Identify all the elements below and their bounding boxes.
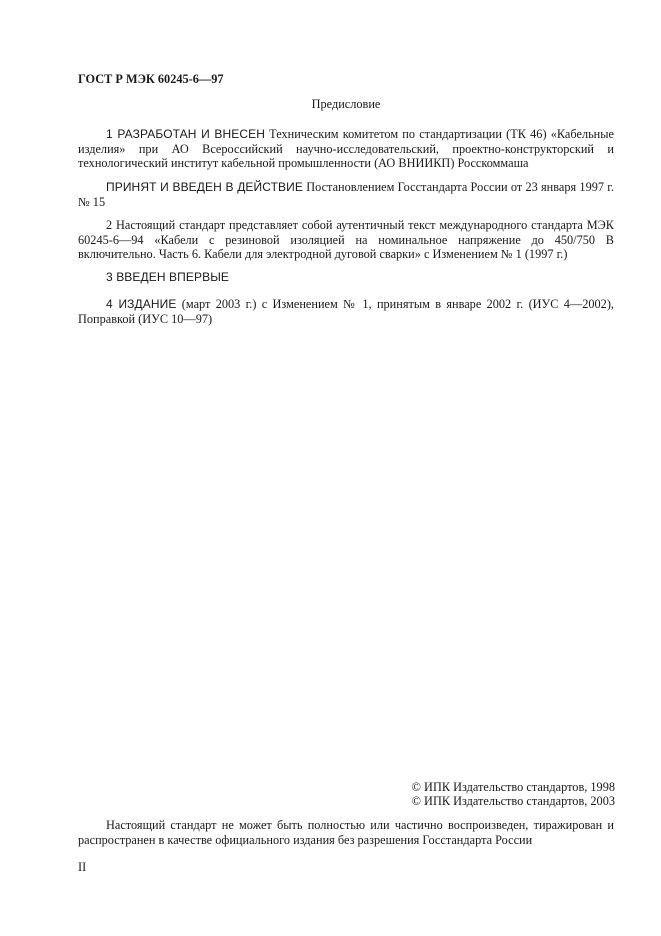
paragraph-lead: 3 ВВЕДЕН ВПЕРВЫЕ (106, 270, 230, 284)
paragraph-text: Постановлением Госстандарта России от 23 января 1997 г. № 15 (78, 180, 614, 209)
paragraph-text: 2 Настоящий стандарт представляет собой аутентичный текст международного стандарта МЭК 60245-6—94 «Кабели с резиновой изоляцией на номинальное напряжение до 450/750 В включительно. Часть 6. Кабели для электродной дуговой сварки» с Изменением № 1 (1997 г.) (78, 218, 614, 262)
paragraph-authentic-text (78, 218, 614, 262)
paragraph-lead: 4 ИЗДАНИЕ (106, 297, 177, 311)
page-title: Предисловие (311, 97, 381, 111)
copyright-1998: © ИПК Издательство стандартов, 1998 (411, 780, 615, 794)
paragraph-lead: 1 РАЗРАБОТАН И ВНЕСЕН (106, 127, 265, 141)
paragraph-introduced-first (78, 270, 614, 285)
paragraph-edition (78, 297, 614, 326)
paragraph-adopted (78, 180, 614, 209)
paragraph-developed (78, 127, 614, 171)
paragraph-text: Техническим комитетом по стандартизации (ТК 46) «Кабельные изделия» при АО Всероссийский научно-исследовательский, проектно-конструкторский и технологический институт кабельной промышленности (АО ВНИИКП) Росскоммаша (78, 127, 614, 171)
page-number: II (78, 860, 87, 874)
paragraph-text: (март 2003 г.) с Изменением № 1, принятым в январе 2002 г. (ИУС 4—2002), Поправкой (ИУС 10—97) (78, 297, 614, 326)
reproduction-notice: Настоящий стандарт не может быть полностью или частично воспроизведен, тиражирован и распространен в качестве официального издания без разрешения Госстандарта России (78, 818, 614, 847)
paragraph-lead: ПРИНЯТ И ВВЕДЕН В ДЕЙСТВИЕ (106, 180, 303, 194)
copyright-2003: © ИПК Издательство стандартов, 2003 (411, 794, 615, 808)
document-code: ГОСТ Р МЭК 60245-6—97 (78, 72, 224, 86)
